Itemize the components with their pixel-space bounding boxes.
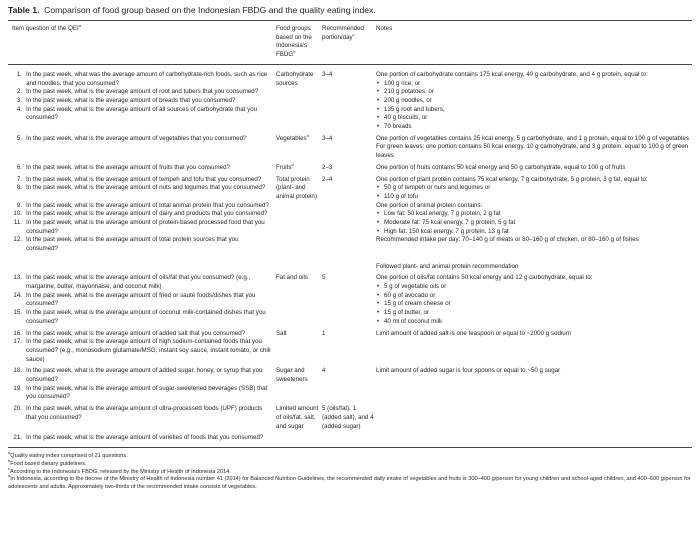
- question-item: [12, 309, 272, 326]
- notes-line: Limit amount of added sugar is four spoons or equal to ~50 g sugar: [376, 367, 561, 375]
- question-item: [12, 367, 272, 384]
- table-label: Table 1.: [8, 5, 40, 15]
- notes-bullet: • 70 breads: [376, 123, 692, 132]
- question-number: 10.: [13, 210, 22, 218]
- notes: [376, 274, 692, 326]
- notes: [376, 135, 692, 161]
- recommended-portion: 1: [322, 329, 326, 337]
- question-number: 4.: [16, 105, 22, 113]
- table-row: [8, 402, 692, 431]
- footnote-mark: a: [78, 22, 81, 28]
- notes-bullet: • 200 g noodles, or: [376, 97, 692, 106]
- footnote-mark: d: [306, 132, 309, 138]
- notes-line: One portion of animal protein contains:: [376, 201, 483, 209]
- header-food-group: [276, 25, 320, 60]
- question-item: [12, 184, 272, 193]
- question-list: [8, 176, 272, 254]
- notes-line: [376, 245, 692, 254]
- food-group: [276, 71, 320, 88]
- food-group: [276, 161, 320, 173]
- question-text: In the past week, what is the average amount of ultra-processed foods (UPF) products that you consumed?: [26, 405, 263, 421]
- question-text: In the past week, what is the average amount of coconut milk-contained dishes that you consumed?: [26, 309, 266, 325]
- question-item: [12, 219, 272, 236]
- question-text: In the past week, what is the average amount of protein-based processed food that you consumed?: [26, 219, 265, 235]
- question-text: In the past week, what is the average amount of added salt that you consumed?: [26, 329, 246, 337]
- question-number: 3.: [16, 96, 22, 104]
- food-group-text: Sugar and sweeteners: [276, 367, 308, 384]
- food-group: [276, 367, 320, 384]
- notes-bullet: • Moderate fat: 75 kcal energy, 7 g protein, 5 g fat: [376, 219, 692, 228]
- header-item-text: Item question of the QEI: [12, 25, 79, 32]
- table-row: [8, 364, 692, 402]
- notes: [376, 164, 692, 173]
- recommended-portion: 3–4: [322, 134, 333, 142]
- question-item: [12, 176, 272, 185]
- question-number: 21.: [13, 434, 22, 442]
- question-text: In the past week, what is the average amount of varieties of foods that you consumed?: [26, 434, 264, 442]
- question-item: [12, 236, 272, 253]
- notes-bullet: • 50 g of tempeh or nuts and legumes or: [376, 184, 692, 193]
- header-item: [8, 22, 272, 34]
- notes-bullet: • 40 g biscuits, or: [376, 114, 692, 123]
- footnote-text: According to the Indonesia's FBDG, released by the Ministry of Health of Indonesia 2014.: [10, 468, 231, 475]
- footnote-text: Food based dietary guidelines.: [10, 461, 87, 468]
- question-item: [12, 164, 272, 173]
- notes-line: Followed plant- and animal protein recommendation: [376, 262, 519, 270]
- question-item: [12, 330, 272, 339]
- notes-bullet: • 5 g of vegetable oils or: [376, 283, 692, 292]
- question-number: 7.: [16, 175, 22, 183]
- recommended-portion: 4: [322, 367, 326, 375]
- footnote-mark: b: [8, 458, 11, 464]
- food-group: [276, 132, 320, 144]
- table-row: [8, 431, 692, 443]
- food-group-text: Salt: [276, 329, 287, 337]
- question-number: 11.: [13, 219, 22, 227]
- question-list: [8, 367, 272, 402]
- recommended-portion: 5: [322, 274, 326, 282]
- notes-bullet: • 210 g potatoes, or: [376, 88, 692, 97]
- question-number: 19.: [13, 384, 22, 392]
- question-text: In the past week, what is the average amount of sugar-sweetened beverages (SSB) that you consumed?: [26, 384, 268, 401]
- question-text: In the past week, what is the average amount of added sugar, honey, or syrup that you consumed?: [26, 367, 263, 384]
- question-number: 9.: [16, 201, 22, 209]
- recommended-portion: 5 (oils/fat), 1 (added salt), and 4 (added sugar): [322, 405, 374, 430]
- question-text: In the past week, what is the average amount of dairy and products that you consumed?: [26, 210, 268, 218]
- question-item: [12, 106, 272, 123]
- question-list: [8, 405, 272, 422]
- notes-bullet: • 60 g of avocado or: [376, 292, 692, 301]
- question-text: In the past week, what is the average amount of breads that you consumed?: [26, 96, 236, 104]
- notes-line: One portion of oils/fat contains 50 kcal energy and 12 g carbohydrate, equal to:: [376, 274, 593, 282]
- notes-bullet: • Low fat: 50 kcal energy, 7 g protein, 2 g fat: [376, 210, 692, 219]
- food-group-text: Vegetables: [276, 134, 307, 142]
- header-food-group-text: Food groups based on the Indonesia's FBDG: [276, 25, 312, 59]
- footnote-text: Quality eating index comprised of 21 questions.: [10, 453, 128, 460]
- food-group: [276, 274, 320, 283]
- food-group-text: Fruits: [276, 163, 292, 171]
- question-text: In the past week, what is the average amount of total protein sources that you consumed?: [26, 236, 239, 253]
- question-text: In the past week, what is the average amount of vegetables that you consumed?: [26, 134, 247, 142]
- question-item: [12, 135, 272, 144]
- question-item: [12, 88, 272, 97]
- header-portion: [322, 25, 374, 42]
- table-row: [8, 173, 692, 272]
- question-text: In the past week, what was the average amount of carbohydrate-rich foods, such as rice and noodles, that you consumed?: [26, 70, 268, 87]
- notes-bullet: • 15 g of cream cheese or: [376, 300, 692, 309]
- table-row: [8, 271, 692, 326]
- table-header: [8, 21, 692, 64]
- question-number: 20.: [13, 405, 22, 413]
- question-list: [8, 330, 272, 365]
- question-text: In the past week, what is the average amount of tempeh and tofu that you consumed?: [26, 175, 262, 183]
- table-row: [8, 68, 692, 132]
- notes-bullet: • 110 g of tofu: [376, 193, 692, 202]
- question-number: 16.: [13, 329, 22, 337]
- recommended-portion: 2–4: [322, 175, 333, 183]
- footnotes: [8, 448, 692, 491]
- footnote-text: In Indonesia, according to the decree of the Ministry of Health of Indonesia number 41 (2014) for Balanced Nutrition Guidelines, the recommended daily intake of vegetables and fruits is 300–400 g/person for young children and school-aged children, and 400–600 g/person for adolescents and adults. Approximately two-thirds of the recommended intake consists of vegetables.: [8, 476, 691, 490]
- footnote: [8, 450, 692, 464]
- question-text: In the past week, what is the average amount of fried or sauté foods/dishes that you consumed?: [26, 291, 256, 308]
- footnote: [8, 458, 692, 469]
- question-text: In the past week, what is the average amount of root and tubers that you consumed?: [26, 88, 259, 96]
- notes-line: One portion of carbohydrate contains 175 kcal energy, 40 g carbohydrate, and 4 g protein, equal to:: [376, 70, 648, 78]
- food-group: [276, 330, 320, 339]
- notes-line: One portion of vegetables contains 25 kcal energy, 5 g carbohydrate, and 1 g protein, equal to 100 g of vegetables: [376, 134, 689, 142]
- notes-bullet: • High fat: 150 kcal energy, 7 g protein, 13 g fat: [376, 228, 692, 237]
- notes-bullet: • 40 ml of coconut milk: [376, 318, 692, 327]
- question-item: [12, 202, 272, 211]
- question-list: [8, 71, 272, 123]
- question-number: 15.: [13, 309, 22, 317]
- question-item: [12, 97, 272, 106]
- question-item: [12, 292, 272, 309]
- question-list: [8, 164, 272, 173]
- question-list: [8, 135, 272, 144]
- table-row: [8, 161, 692, 173]
- footnote-mark: a: [8, 450, 11, 456]
- recommended-portion: 3–4: [322, 70, 333, 78]
- question-number: 6.: [16, 163, 22, 171]
- question-text: In the past week, what is the average amount of nuts and legumes that you consumed?: [26, 184, 266, 192]
- question-list: [8, 274, 272, 326]
- notes-line: Limit amount of added salt is one teaspoon or equal to ~2000 g sodium: [376, 329, 571, 337]
- recommended-portion: 2–3: [322, 163, 333, 171]
- question-text: In the past week, what is the average amount of all sources of carbohydrate that you consumed?: [26, 105, 258, 122]
- question-number: 14.: [13, 291, 22, 299]
- notes-bullet: • 135 g root and tubers,: [376, 106, 692, 115]
- food-group-text: Carbohydrate sources: [276, 70, 314, 87]
- table-title: [8, 5, 692, 16]
- header-portion-text: Recommended portion/day: [322, 25, 364, 41]
- question-number: 8.: [16, 184, 22, 192]
- question-list: [8, 434, 272, 443]
- footnote-mark: c: [8, 465, 10, 471]
- question-number: 18.: [13, 367, 22, 375]
- question-item: [12, 210, 272, 219]
- table-caption: Comparison of food group based on the Indonesian FBDG and the quality eating index.: [44, 5, 376, 15]
- notes-line: One portion of plant protein contains 75 kcal energy, 7 g carbohydrate, 5 g protein, 3 g fat, equal to:: [376, 175, 648, 183]
- question-number: 5.: [16, 134, 22, 142]
- question-number: 12.: [13, 236, 22, 244]
- notes-bullet: • 100 g rice, or: [376, 80, 692, 89]
- footnote-mark: d: [291, 161, 294, 167]
- food-group: [276, 176, 320, 202]
- table-row: [8, 132, 692, 161]
- food-group: [276, 405, 320, 431]
- question-text: In the past week, what is the average amount of total animal protein that you consumed?: [26, 201, 269, 209]
- notes-line: One portion of fruits contains 50 kcal energy and 50 g carbohydrate, equal to 100 g of fruits: [376, 163, 626, 171]
- header-notes: Notes: [376, 25, 393, 32]
- footnote-mark: d: [8, 473, 11, 479]
- footnote-mark: b: [293, 49, 296, 55]
- footnote-mark: c: [352, 31, 355, 37]
- question-number: 13.: [13, 274, 22, 282]
- question-item: [12, 385, 272, 402]
- notes: [376, 330, 692, 339]
- question-text: In the past week, what is the average amount of high sodium-contained foods that you consumed? (e.g., monosodium glutamate/MSG, instant soy sauce, instant tomato, or chili sauce): [26, 338, 271, 363]
- question-number: 2.: [16, 88, 22, 96]
- question-item: [12, 434, 272, 443]
- food-group-text: Limited amount of oils/fat, salt, and sugar: [276, 405, 319, 430]
- notes-line: Recommended intake per day: 70–140 g of meats or 80–160 g of chicken, or 80–160 g of fishes: [376, 236, 639, 244]
- food-group-text: Total protein (plant- and animal protein): [276, 175, 317, 200]
- question-item: [12, 274, 272, 291]
- notes-line: [376, 254, 692, 263]
- question-item: [12, 338, 272, 364]
- question-number: 1.: [16, 70, 22, 78]
- question-text: In the past week, what is the average amount of fruits that you consumed?: [26, 163, 230, 171]
- question-item: [12, 71, 272, 88]
- notes-bullet: • 15 g of butter, or: [376, 309, 692, 318]
- question-text: In the past week, what is the average amount of oils/fat that you consumed? (e.g., margarine, butter, mayonnaise, and coconut milk): [26, 274, 251, 290]
- notes: [376, 367, 692, 376]
- notes-line: For green leaves: one portion contains 50 kcal energy, 10 g carbohydrate, and 3 g protein, equal to 100 g of green leaves: [376, 143, 689, 160]
- question-number: 17.: [13, 338, 22, 346]
- food-group-text: Fat and oils: [276, 274, 308, 282]
- table-body: [8, 65, 692, 447]
- notes: [376, 71, 692, 132]
- question-item: [12, 405, 272, 422]
- notes: [376, 176, 692, 272]
- footnote: [8, 473, 692, 491]
- table-row: [8, 327, 692, 365]
